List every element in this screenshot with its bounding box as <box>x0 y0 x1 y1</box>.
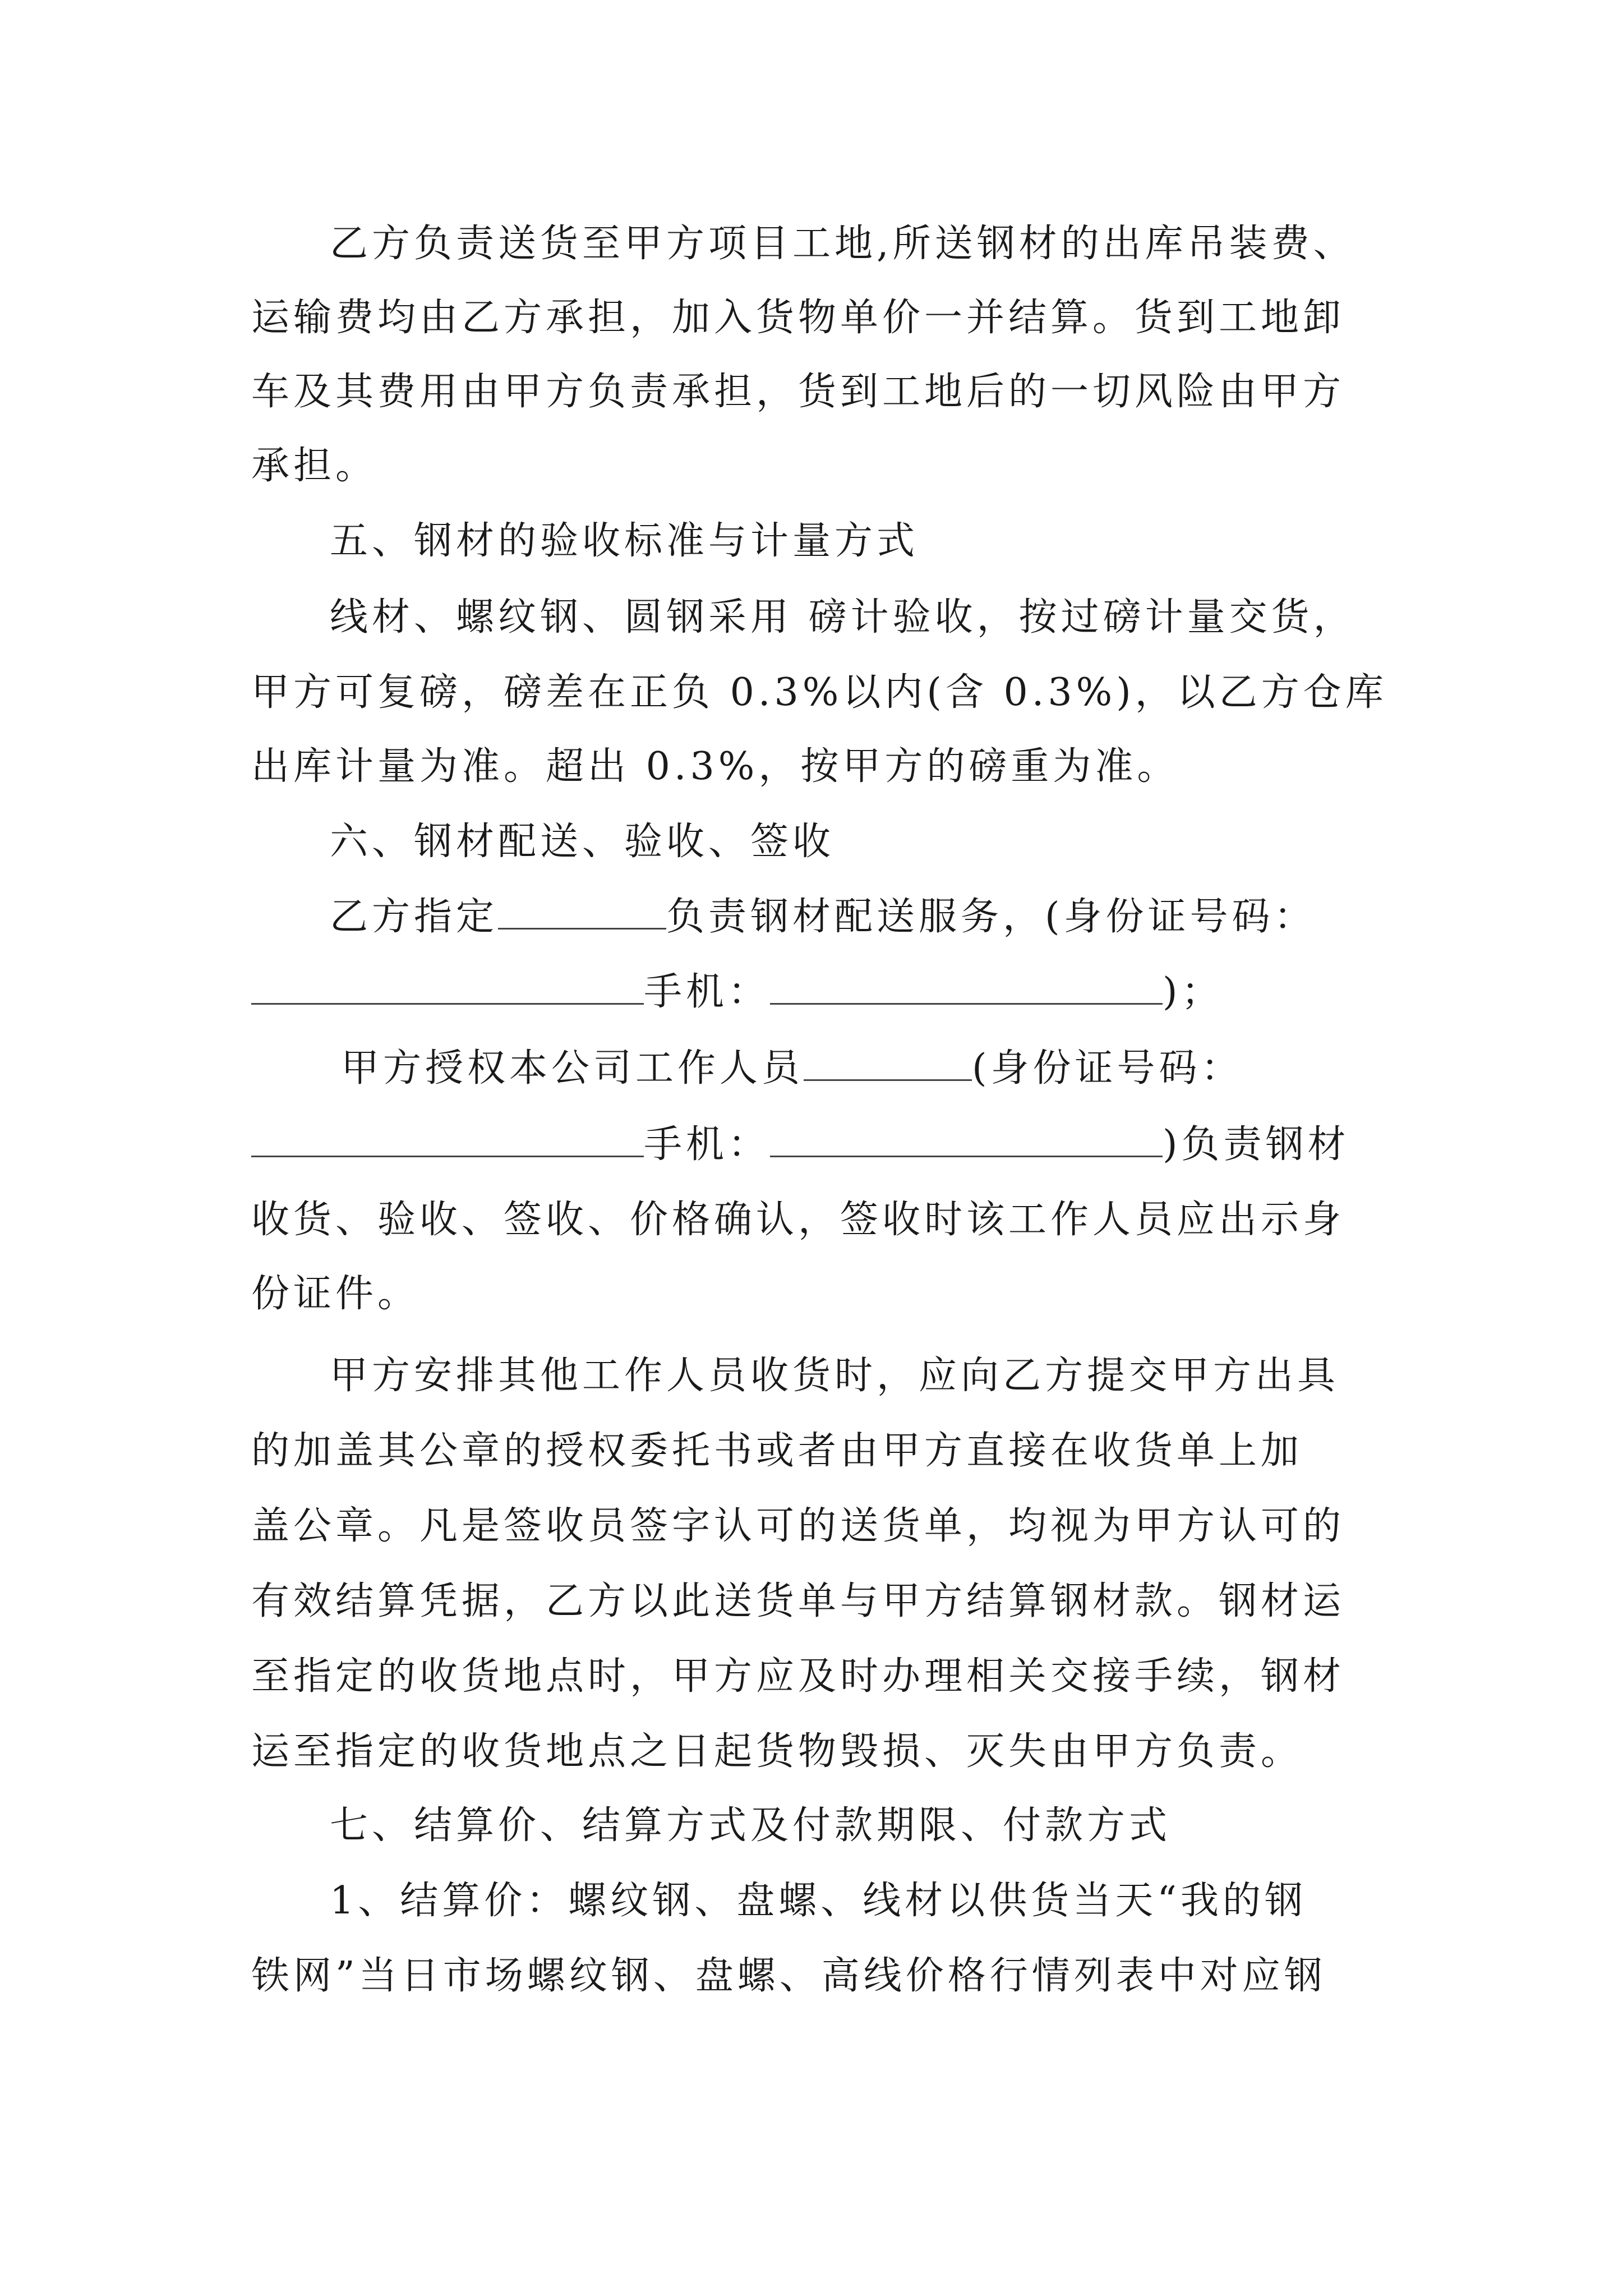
section-5-line-2: 甲方可复磅，磅差在正负 0.3%以内(含 0.3%)，以乙方仓库 <box>251 670 1387 715</box>
section-7-line-2: 铁网”当日市场螺纹钢、盘螺、高线价格行情列表中对应钢 <box>251 1954 1326 1998</box>
seller-id-blank <box>251 968 644 1005</box>
seller-close: )； <box>1163 970 1224 1014</box>
delivery-paragraph-line-4: 承担。 <box>251 444 378 488</box>
section-7-line-1: 1、结算价：螺纹钢、盘螺、线材以供货当天“我的钢 <box>330 1879 1307 1923</box>
seller-phone-blank <box>770 968 1163 1005</box>
seller-id-label: 负责钢材配送服务，(身份证号码： <box>666 895 1316 939</box>
delivery-paragraph-line-2: 运输费均由乙方承担，加入货物单价一并结算。货到工地卸 <box>251 296 1345 340</box>
buyer-staff-blank <box>804 1045 972 1081</box>
other-staff-line-1: 甲方安排其他工作人员收货时，应向乙方提交甲方出具 <box>330 1354 1340 1398</box>
section-5-heading: 五、钢材的验收标准与计量方式 <box>330 519 919 563</box>
buyer-id-label: (身份证号码： <box>972 1046 1243 1091</box>
buyer-phone-blank <box>770 1121 1163 1157</box>
seller-phone-line <box>251 961 1224 1023</box>
buyer-staff-label: 甲方授权本公司工作人员 <box>341 1046 804 1091</box>
buyer-staff-line <box>341 1038 1243 1099</box>
other-staff-line-6: 运至指定的收货地点之日起货物毁损、灭失由甲方负责。 <box>251 1729 1303 1774</box>
buyer-close: )负责钢材 <box>1163 1122 1350 1167</box>
buyer-id-blank <box>251 1121 644 1157</box>
seller-designee-line <box>330 886 1316 948</box>
seller-name-blank <box>498 893 666 930</box>
other-staff-line-2: 的加盖其公章的授权委托书或者由甲方直接在收货单上加 <box>251 1429 1303 1473</box>
delivery-paragraph-line-3: 车及其费用由甲方负责承担，货到工地后的一切风险由甲方 <box>251 370 1345 414</box>
buyer-phone-line <box>251 1114 1350 1176</box>
buyer-phone-label: 手机： <box>644 1122 771 1167</box>
section-7-heading: 七、结算价、结算方式及付款期限、付款方式 <box>330 1803 1172 1848</box>
seller-designee-label: 乙方指定 <box>330 895 499 939</box>
buyer-duties-line-2: 份证件。 <box>251 1272 420 1316</box>
buyer-duties-line-1: 收货、验收、签收、价格确认，签收时该工作人员应出示身 <box>251 1198 1345 1242</box>
other-staff-line-5: 至指定的收货地点时，甲方应及时办理相关交接手续，钢材 <box>251 1654 1345 1699</box>
section-5-line-1: 线材、螺纹钢、圆钢采用 磅计验收，按过磅计量交货， <box>330 595 1355 639</box>
seller-phone-label: 手机： <box>644 970 771 1014</box>
other-staff-line-4: 有效结算凭据，乙方以此送货单与甲方结算钢材款。钢材运 <box>251 1579 1345 1623</box>
section-6-heading: 六、钢材配送、验收、签收 <box>330 820 835 864</box>
other-staff-line-3: 盖公章。凡是签收员签字认可的送货单，均视为甲方认可的 <box>251 1504 1345 1548</box>
section-5-line-3: 出库计量为准。超出 0.3%，按甲方的磅重为准。 <box>251 744 1179 789</box>
delivery-paragraph-line-1: 乙方负责送货至甲方项目工地,所送钢材的出库吊装费、 <box>330 222 1355 266</box>
